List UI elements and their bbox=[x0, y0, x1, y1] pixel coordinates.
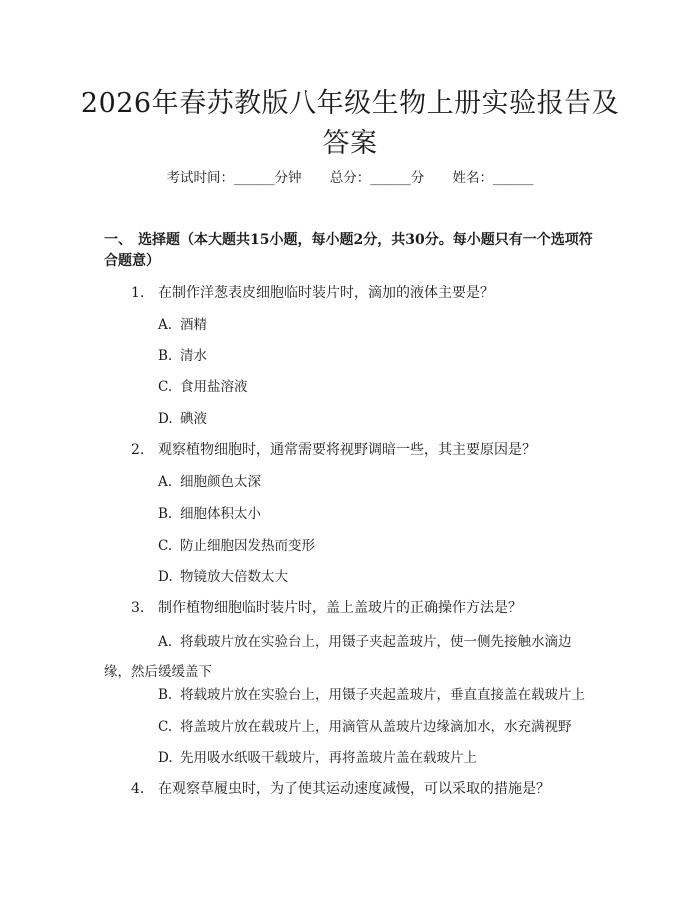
option-text: 细胞体积太小 bbox=[180, 506, 261, 522]
option-text: 先用吸水纸吸干载玻片，再将盖玻片盖在载玻片上 bbox=[180, 750, 477, 766]
option-letter: D. bbox=[158, 569, 173, 585]
option-text: 物镜放大倍数太大 bbox=[180, 569, 288, 585]
option-text: 细胞颜色太深 bbox=[180, 474, 261, 490]
section-number: 一、 bbox=[104, 232, 132, 248]
question-number: 2. bbox=[131, 442, 145, 458]
question-1-option-a bbox=[158, 315, 207, 335]
question-2-option-b bbox=[158, 504, 261, 524]
option-text: 将载玻片放在实验台上，用镊子夹起盖玻片，垂直直接盖在载玻片上 bbox=[180, 687, 585, 703]
question-3-option-d bbox=[158, 748, 477, 768]
question-1-option-b bbox=[158, 346, 207, 366]
option-text: 将载玻片放在实验台上，用镊子夹起盖玻片，使一侧先接触水滴边缘，然后缓缓盖下 bbox=[104, 634, 572, 680]
exam-meta bbox=[0, 168, 700, 188]
question-3-option-a bbox=[104, 627, 596, 687]
question-2-option-c bbox=[158, 536, 315, 556]
question-3-option-b bbox=[158, 685, 585, 705]
question-text: 在观察草履虫时，为了使其运动速度减慢，可以采取的措施是？ bbox=[158, 781, 550, 797]
option-letter: A. bbox=[158, 474, 173, 490]
option-text: 食用盐溶液 bbox=[180, 379, 248, 395]
option-text: 将盖玻片放在载玻片上，用滴管从盖玻片边缘滴加水，水充满视野 bbox=[180, 719, 572, 735]
option-text: 碘液 bbox=[180, 411, 207, 427]
question-2-option-a bbox=[158, 472, 261, 492]
section-heading bbox=[104, 230, 600, 272]
option-letter: B. bbox=[158, 687, 173, 703]
option-letter: A. bbox=[158, 634, 173, 650]
option-letter: B. bbox=[158, 506, 173, 522]
exam-time-field: 考试时间：______分钟 bbox=[166, 170, 302, 186]
option-text: 防止细胞因发热而变形 bbox=[180, 538, 315, 554]
question-number: 4. bbox=[131, 781, 145, 797]
option-letter: D. bbox=[158, 411, 173, 427]
question-text: 制作植物细胞临时装片时，盖上盖玻片的正确操作方法是？ bbox=[158, 600, 522, 616]
question-number: 3. bbox=[131, 600, 145, 616]
question-3-option-c bbox=[158, 717, 572, 737]
document-title: 2026年春苏教版八年级生物上册实验报告及答案 bbox=[80, 88, 620, 159]
option-text: 清水 bbox=[180, 348, 207, 364]
option-letter: D. bbox=[158, 750, 173, 766]
question-1-option-d bbox=[158, 409, 207, 429]
option-letter: B. bbox=[158, 348, 173, 364]
question-number: 1. bbox=[131, 285, 145, 301]
question-text: 在制作洋葱表皮细胞临时装片时，滴加的液体主要是？ bbox=[158, 285, 494, 301]
question-text: 观察植物细胞时，通常需要将视野调暗一些，其主要原因是？ bbox=[158, 442, 536, 458]
section-text: 选择题（本大题共15小题，每小题2分，共30分。每小题只有一个选项符合题意） bbox=[104, 232, 593, 269]
total-score-field: 总分：______分 bbox=[329, 170, 425, 186]
option-letter: C. bbox=[158, 379, 173, 395]
option-letter: C. bbox=[158, 719, 173, 735]
option-letter: C. bbox=[158, 538, 173, 554]
question-2-option-d bbox=[158, 567, 288, 587]
option-text: 酒精 bbox=[180, 317, 207, 333]
student-name-field: 姓名：______ bbox=[452, 170, 534, 186]
question-1-option-c bbox=[158, 377, 248, 397]
option-letter: A. bbox=[158, 317, 173, 333]
